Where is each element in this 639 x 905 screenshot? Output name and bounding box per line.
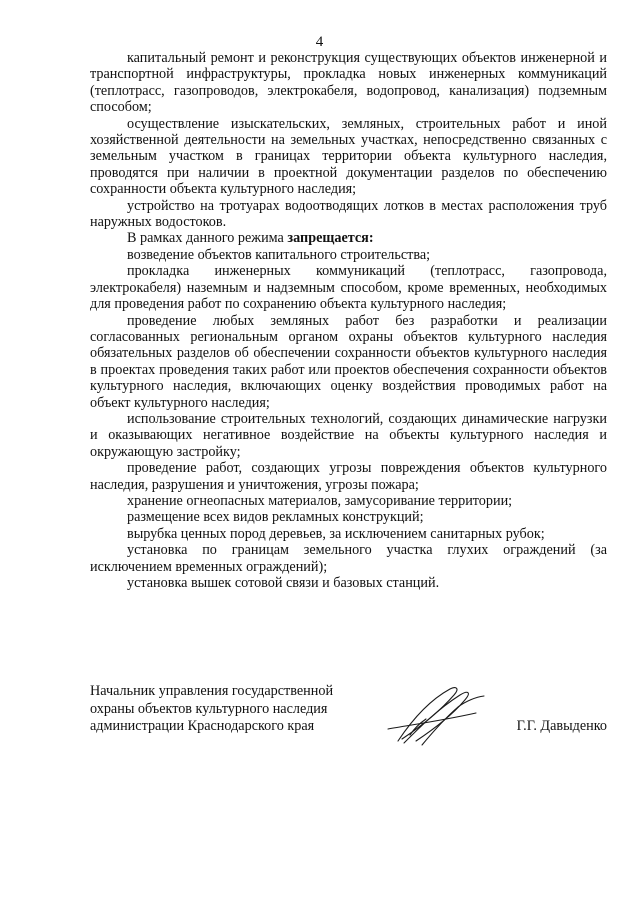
paragraph-blind-fences: установка по границам земельного участка глухих ограждений (за исключением временных ограждений);	[90, 542, 607, 575]
signer-name: Г.Г. Давыденко	[516, 718, 607, 734]
paragraph-surface-communications: прокладка инженерных коммуникаций (теплотрасс, газопровода, электрокабеля) наземным и надземным способом, кроме временных, необходимых для проведения работ по сохранению объекта культурного наследия;	[90, 263, 607, 313]
paragraph-cell-towers: установка вышек сотовой связи и базовых станций.	[127, 575, 440, 591]
paragraph-advertising: размещение всех видов рекламных конструкций;	[127, 509, 424, 526]
paragraph-dynamic-loads: использование строительных технологий, создающих динамические нагрузки и оказывающих негативное воздействие на объекты культурного наследия и окружающую застройку;	[90, 410, 607, 460]
paragraph-capital-construction: возведение объектов капитального строительства;	[127, 246, 431, 263]
prohibited-keyword: запрещается:	[287, 230, 374, 247]
body-text	[90, 50, 607, 591]
signer-position-line: администрации Краснодарского края	[90, 718, 315, 734]
paragraph-prohibited-intro	[90, 230, 607, 246]
page-number: 4	[315, 34, 324, 50]
paragraph-survey-works: осуществление изыскательских, земляных, строительных работ и иной хозяйственной деятельности на земельных участках, непосредственно связанных с земельным участком в границах территории объекта культурного наследия, проводятся при наличии в проектной документации разделов по обеспечению сохранности объекта культурного наследия;	[90, 115, 607, 198]
signer-position-line: Начальник управления государственной	[90, 683, 334, 699]
paragraph-capital-repair: капитальный ремонт и реконструкция существующих объектов инженерной и транспортной инфраструктуры, прокладка новых инженерных коммуникаций (теплотрасс, газопроводов, электрокабеля, водопровод, канализация) подземным способом;	[90, 50, 607, 116]
paragraph-tree-felling: вырубка ценных пород деревьев, за исключением санитарных рубок;	[127, 525, 545, 542]
paragraph-flammable-storage: хранение огнеопасных материалов, замусоривание территории;	[127, 492, 513, 509]
handwritten-signature-icon	[380, 683, 490, 748]
signer-position-line: охраны объектов культурного наследия	[90, 700, 328, 717]
paragraph-earthworks: проведение любых земляных работ без разработки и реализации согласованных региональным органом охраны объектов культурного наследия обязательных разделов об обеспечении сохранности объектов культурного наследия в проектах проведения таких работ или проектов обеспечения сохранности объектов культурного наследия, включающих оценку воздействия проводимых работ на объект культурного наследия;	[90, 312, 607, 411]
signature-block	[90, 683, 607, 753]
paragraph-drainage-trays: устройство на тротуарах водоотводящих лотков в местах расположения труб наружных водостоков.	[90, 197, 607, 231]
prohibited-intro-text: В рамках данного режима	[127, 230, 288, 247]
paragraph-damage-threats: проведение работ, создающих угрозы повреждения объектов культурного наследия, разрушения и уничтожения, угрозы пожара;	[90, 460, 607, 493]
signer-position	[90, 683, 390, 736]
